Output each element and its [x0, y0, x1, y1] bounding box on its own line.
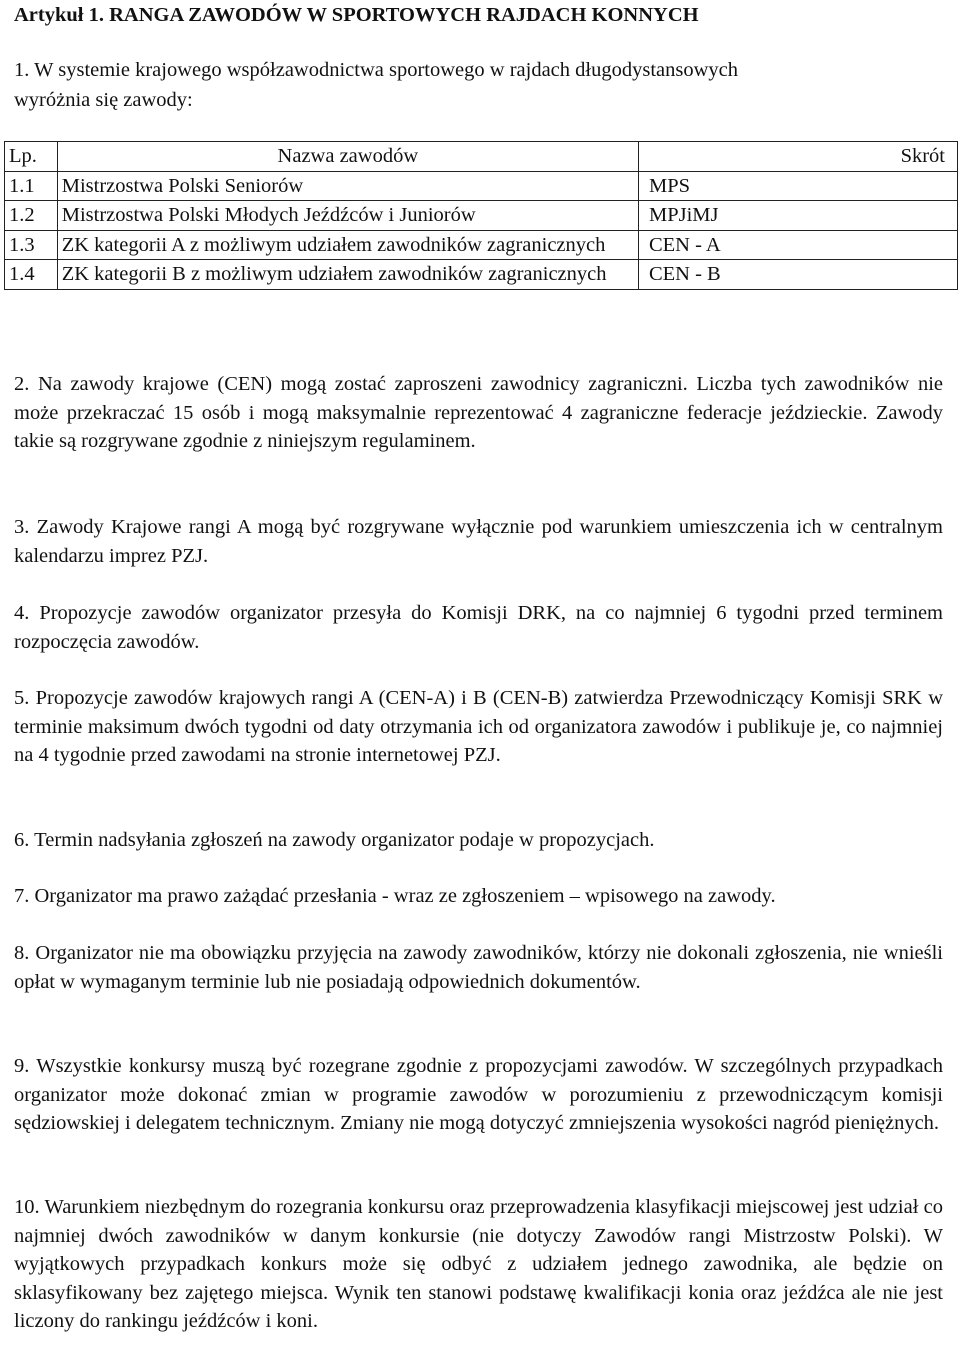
- table-row: [5, 260, 958, 290]
- events-table: [4, 141, 958, 290]
- table-header-row: [5, 142, 958, 172]
- article-title: Artykuł 1. RANGA ZAWODÓW W SPORTOWYCH RAJDACH KONNYCH: [14, 4, 699, 26]
- row-name: Mistrzostwa Polski Seniorów: [57, 171, 638, 201]
- row-lp: 1.3: [5, 230, 58, 260]
- header-lp: Lp.: [5, 142, 58, 172]
- intro-line-1: 1. W systemie krajowego współzawodnictwa sportowego w rajdach długodystansowych: [14, 59, 738, 81]
- row-lp: 1.2: [5, 201, 58, 231]
- row-abbr: MPJiMJ: [638, 201, 957, 231]
- table-row: [5, 201, 958, 231]
- row-abbr: MPS: [638, 171, 957, 201]
- paragraph-7: 7. Organizator ma prawo zażądać przesłania - wraz ze zgłoszeniem – wpisowego na zawody.: [14, 885, 776, 907]
- row-name: ZK kategorii B z możliwym udziałem zawodników zagranicznych: [57, 260, 638, 290]
- table-row: [5, 171, 958, 201]
- row-name: Mistrzostwa Polski Młodych Jeźdźców i Juniorów: [57, 201, 638, 231]
- paragraph-3: 3. Zawody Krajowe rangi A mogą być rozgrywane wyłącznie pod warunkiem umieszczenia ich w centralnym kalendarzu imprez PZJ.: [14, 516, 943, 567]
- paragraph-5: 5. Propozycje zawodów krajowych rangi A (CEN-A) i B (CEN-B) zatwierdza Przewodniczący Komisji SRK w terminie maksimum dwóch tygodni od daty otrzymania ich od organizatora zawodów i publikuje je, co najmniej na 4 tygodnie przed zawodami na stronie internetowej PZJ.: [14, 687, 943, 767]
- table-row: [5, 230, 958, 260]
- paragraph-2: 2. Na zawody krajowe (CEN) mogą zostać zaproszeni zawodnicy zagraniczni. Liczba tych zawodników nie może przekraczać 15 osób i mogą maksymalnie reprezentować 4 zagraniczne federacje jeździeckie. Zawody takie są rozgrywane zgodnie z niniejszym regulaminem.: [14, 373, 943, 453]
- intro-line-2: wyróżnia się zawody:: [14, 89, 193, 111]
- row-abbr: CEN - A: [638, 230, 957, 260]
- row-abbr: CEN - B: [638, 260, 957, 290]
- paragraph-10: 10. Warunkiem niezbędnym do rozegrania konkursu oraz przeprowadzenia klasyfikacji miejscowej jest udział co najmniej dwóch zawodników w danym konkursie (nie dotyczy Zawodów rangi Mistrzostw Polski). W wyjątkowych przypadkach konkurs może się odbyć z udziałem jednego zawodnika, ale będzie on sklasyfikowany bez zajętego miejsca. Wynik ten stanowi podstawę kwalifikacji konia oraz jeźdźca ale nie jest liczony do rankingu jeźdźców i koni.: [14, 1196, 943, 1333]
- paragraph-6: 6. Termin nadsyłania zgłoszeń na zawody organizator podaje w propozycjach.: [14, 829, 655, 851]
- paragraph-9: 9. Wszystkie konkursy muszą być rozegrane zgodnie z propozycjami zawodów. W szczególnych przypadkach organizator może dokonać zmian w programie zawodów w porozumieniu z przewodniczącym komisji sędziowskiej i delegatem technicznym. Zmiany nie mogą dotyczyć zmniejszenia wysokości nagród pieniężnych.: [14, 1055, 943, 1135]
- row-lp: 1.1: [5, 171, 58, 201]
- row-name: ZK kategorii A z możliwym udziałem zawodników zagranicznych: [57, 230, 638, 260]
- paragraph-4: 4. Propozycje zawodów organizator przesyła do Komisji DRK, na co najmniej 6 tygodni przed terminem rozpoczęcia zawodów.: [14, 602, 943, 653]
- row-lp: 1.4: [5, 260, 58, 290]
- paragraph-8: 8. Organizator nie ma obowiązku przyjęcia na zawody zawodników, którzy nie dokonali zgłoszenia, nie wnieśli opłat w wymaganym terminie lub nie posiadają odpowiednich dokumentów.: [14, 942, 943, 993]
- header-abbr: Skrót: [638, 142, 957, 172]
- header-name: Nazwa zawodów: [57, 142, 638, 172]
